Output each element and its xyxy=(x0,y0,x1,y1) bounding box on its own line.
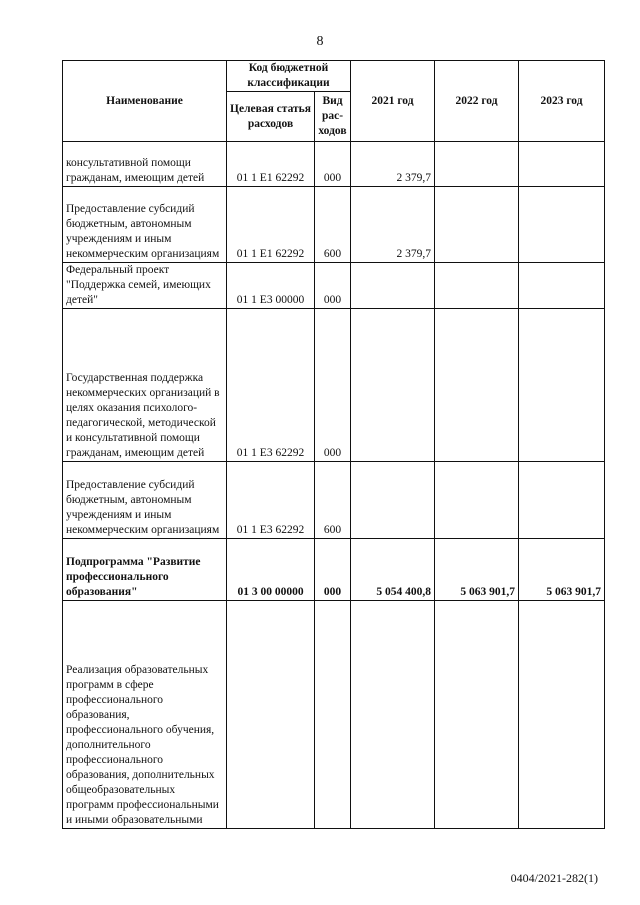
budget-table xyxy=(62,60,605,829)
row-target-code: 01 1 E3 00000 xyxy=(227,263,315,309)
row-amount-2021 xyxy=(351,309,435,462)
table-row xyxy=(63,142,605,187)
row-amount-2023 xyxy=(519,309,605,462)
row-amount-2021: 2 379,7 xyxy=(351,187,435,263)
row-expense-kind: 600 xyxy=(315,187,351,263)
row-amount-2023 xyxy=(519,601,605,829)
row-amount-2021 xyxy=(351,263,435,309)
row-expense-kind: 000 xyxy=(315,309,351,462)
page-number: 8 xyxy=(316,34,324,49)
row-name: Реализация образовательных программ в сфере профессионального образования, профессионального обучения, дополнительного профессионального образования, дополнительных общеобразовательных программ профессиональными и иными образовательными xyxy=(63,601,227,829)
row-name: Предоставление субсидий бюджетным, автономным учреждениям и иным некоммерческим организациям xyxy=(63,462,227,539)
row-amount-2022 xyxy=(435,462,519,539)
row-amount-2021: 2 379,7 xyxy=(351,142,435,187)
table-row xyxy=(63,187,605,263)
row-name: Федеральный проект "Поддержка семей, имеющих детей" xyxy=(63,263,227,309)
row-amount-2021: 5 054 400,8 xyxy=(351,539,435,601)
row-target-code: 01 1 E3 62292 xyxy=(227,462,315,539)
row-amount-2023: 5 063 901,7 xyxy=(519,539,605,601)
row-expense-kind: 000 xyxy=(315,539,351,601)
header-2023: 2023 год xyxy=(519,61,605,142)
document-number: 0404/2021-282(1) xyxy=(510,871,598,885)
row-name: Подпрограмма "Развитие профессионального образования" xyxy=(63,539,227,601)
row-target-code: 01 1 E1 62292 xyxy=(227,187,315,263)
row-expense-kind xyxy=(315,601,351,829)
header-2022: 2022 год xyxy=(435,61,519,142)
row-expense-kind: 000 xyxy=(315,142,351,187)
row-amount-2023 xyxy=(519,187,605,263)
row-name: Государственная поддержка некоммерческих организаций в целях оказания психолого-педагогической, методической и консультативной помощи гражданам, имеющим детей xyxy=(63,309,227,462)
row-amount-2023 xyxy=(519,142,605,187)
table-row xyxy=(63,462,605,539)
table-row xyxy=(63,309,605,462)
row-amount-2021 xyxy=(351,601,435,829)
header-classification-group: Код бюджетной классификации xyxy=(227,61,351,92)
row-expense-kind: 600 xyxy=(315,462,351,539)
header-name: Наименование xyxy=(63,61,227,142)
row-target-code: 01 1 E1 62292 xyxy=(227,142,315,187)
row-target-code xyxy=(227,601,315,829)
table-row xyxy=(63,539,605,601)
row-amount-2023 xyxy=(519,462,605,539)
row-expense-kind: 000 xyxy=(315,263,351,309)
row-amount-2022 xyxy=(435,309,519,462)
row-target-code: 01 1 E3 62292 xyxy=(227,309,315,462)
row-amount-2022 xyxy=(435,601,519,829)
row-name: Предоставление субсидий бюджетным, автономным учреждениям и иным некоммерческим организациям xyxy=(63,187,227,263)
table-row xyxy=(63,263,605,309)
row-amount-2023 xyxy=(519,263,605,309)
row-name: консультативной помощи гражданам, имеющим детей xyxy=(63,142,227,187)
header-expense-kind: Вид рас-ходов xyxy=(315,92,351,142)
row-amount-2022 xyxy=(435,187,519,263)
row-amount-2022 xyxy=(435,142,519,187)
row-amount-2022 xyxy=(435,263,519,309)
row-amount-2021 xyxy=(351,462,435,539)
row-target-code: 01 3 00 00000 xyxy=(227,539,315,601)
row-amount-2022: 5 063 901,7 xyxy=(435,539,519,601)
header-target-item: Целевая статья расходов xyxy=(227,92,315,142)
table-row xyxy=(63,601,605,829)
header-2021: 2021 год xyxy=(351,61,435,142)
